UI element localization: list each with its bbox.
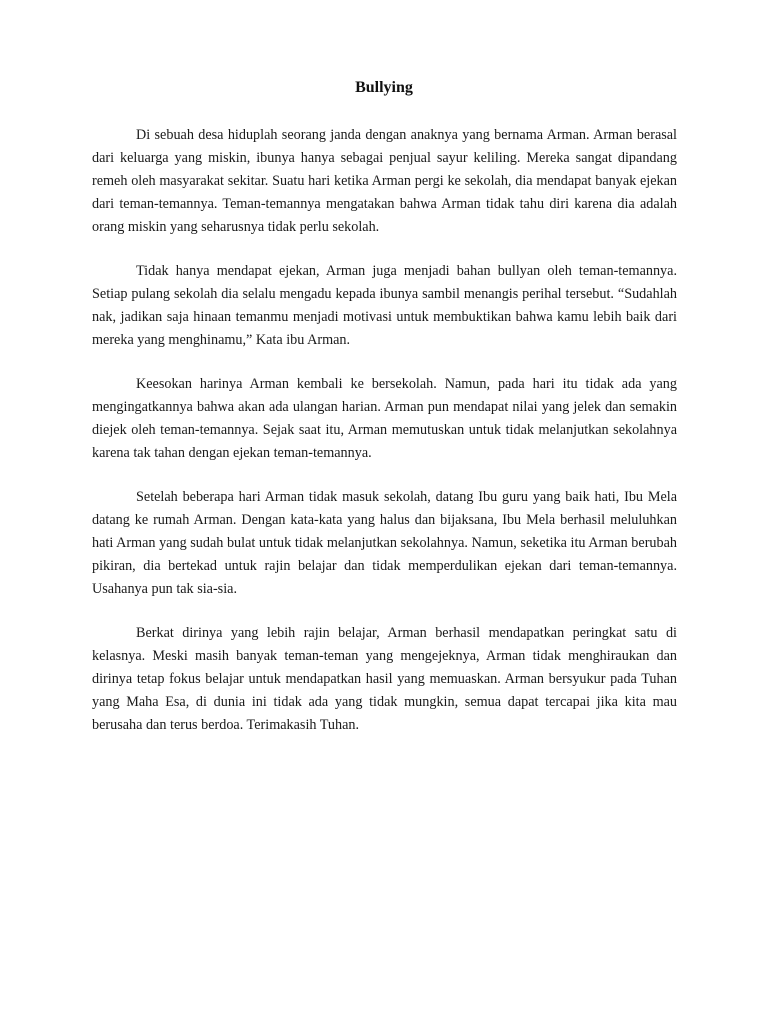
paragraph-2: Tidak hanya mendapat ejekan, Arman juga menjadi bahan bullyan oleh teman-temannya. Setiap pulang sekolah dia selalu mengadu kepada ibunya sambil menangis perihal tersebut. “Sudahlah nak, jadikan saja hinaan temanmu menjadi motivasi untuk membuktikan bahwa kamu lebih baik dari mereka yang menghinamu,” Kata ibu Arman.: [92, 263, 677, 348]
document-body: [92, 124, 677, 758]
document-title: Bullying: [355, 79, 413, 96]
paragraph-3: Keesokan harinya Arman kembali ke bersekolah. Namun, pada hari itu tidak ada yang mengingatkannya bahwa akan ada ulangan harian. Arman pun mendapat nilai yang jelek dan semakin diejek oleh teman-temannya. Sejak saat itu, Arman memutuskan untuk tidak melanjutkan sekolahnya karena tak tahan dengan ejekan teman-temannya.: [92, 376, 677, 461]
paragraph-1: Di sebuah desa hiduplah seorang janda dengan anaknya yang bernama Arman. Arman berasal dari keluarga yang miskin, ibunya hanya sebagai penjual sayur keliling. Mereka sangat dipandang remeh oleh masyarakat sekitar. Suatu hari ketika Arman pergi ke sekolah, dia mendapat banyak ejekan dari teman-temannya. Teman-temannya mengatakan bahwa Arman tidak tahu diri karena dia adalah orang miskin yang seharusnya tidak perlu sekolah.: [92, 127, 677, 235]
paragraph-4: Setelah beberapa hari Arman tidak masuk sekolah, datang Ibu guru yang baik hati, Ibu Mela datang ke rumah Arman. Dengan kata-kata yang halus dan bijaksana, Ibu Mela berhasil meluluhkan hati Arman yang sudah bulat untuk tidak melanjutkan sekolahnya. Namun, seketika itu Arman berubah pikiran, dia bertekad untuk rajin belajar dan tidak memperdulikan ejekan dari teman-temannya. Usahanya pun tak sia-sia.: [92, 489, 677, 597]
paragraph-5: Berkat dirinya yang lebih rajin belajar, Arman berhasil mendapatkan peringkat satu di kelasnya. Meski masih banyak teman-teman yang mengejeknya, Arman tidak menghiraukan dan dirinya tetap fokus belajar untuk mendapatkan hasil yang memuaskan. Arman bersyukur pada Tuhan yang Maha Esa, di dunia ini tidak ada yang tidak mungkin, semua dapat tercapai jika kita mau berusaha dan terus berdoa. Terimakasih Tuhan.: [92, 625, 677, 733]
